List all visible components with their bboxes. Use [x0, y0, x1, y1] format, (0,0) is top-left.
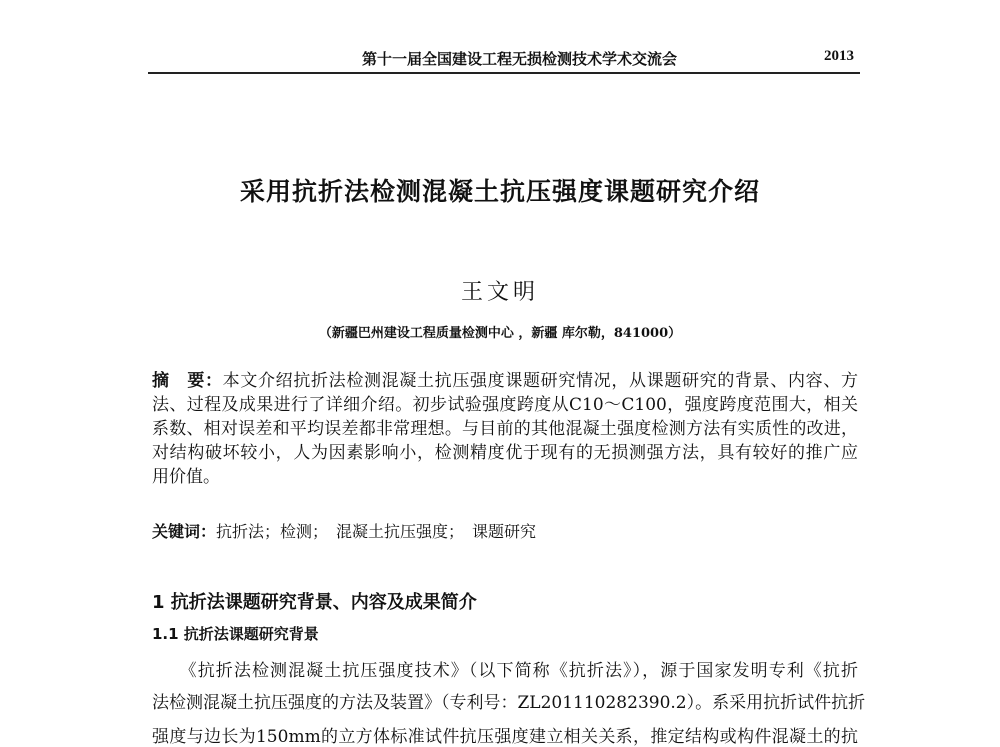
body-line: 强度与边长为150mm的立方体标准试件抗压强度建立相关关系，推定结构或构件混凝土的抗 [152, 727, 858, 747]
abstract-text: 本文介绍抗折法检测混凝土抗压强度课题研究情况，从课题研究的背景、内容、方 [222, 371, 859, 391]
keywords-value: 抗折法；检测； 混凝土抗压强度； 课题研究 [216, 522, 537, 541]
abstract-line: 系数、相对误差和平均误差都非常理想。与目前的其他混凝土强度检测方法有实质性的改进， [152, 419, 858, 439]
header-year: 2013 [824, 48, 854, 64]
abstract-line: 对结构破坏较小，人为因素影响小，检测精度优于现有的无损测强方法，具有较好的推广应 [152, 443, 858, 463]
keywords-label: 关键词： [152, 522, 217, 541]
body-line: 《抗折法检测混凝土抗压强度技术》（以下简称《抗折法》），源于国家发明专利《抗折 [152, 661, 858, 681]
subsection-heading: 1.1 抗折法课题研究背景 [152, 625, 319, 643]
keywords [152, 519, 536, 542]
abstract-line: 用价值。 [152, 467, 220, 487]
paper-title: 采用抗折法检测混凝土抗压强度课题研究介绍 [239, 177, 760, 206]
running-header [148, 46, 860, 74]
body-line: 法检测混凝土抗压强度的方法及装置》（专利号：ZL201110282390.2）。系采用抗折试件抗折 [152, 693, 866, 713]
abstract-line [152, 366, 858, 391]
section-heading: 1 抗折法课题研究背景、内容及成果简介 [152, 592, 477, 613]
affiliation: （新疆巴州建设工程质量检测中心 ，新疆 库尔勒，841000） [318, 326, 682, 341]
abstract-label: 摘 要： [152, 371, 223, 391]
author: 王文明 [460, 280, 539, 305]
conference-name: 第十一届全国建设工程无损检测技术学术交流会 [362, 50, 678, 68]
abstract-line: 法、过程及成果进行了详细介绍。初步试验强度跨度从C10～C100，强度跨度范围大，相关 [152, 395, 858, 415]
